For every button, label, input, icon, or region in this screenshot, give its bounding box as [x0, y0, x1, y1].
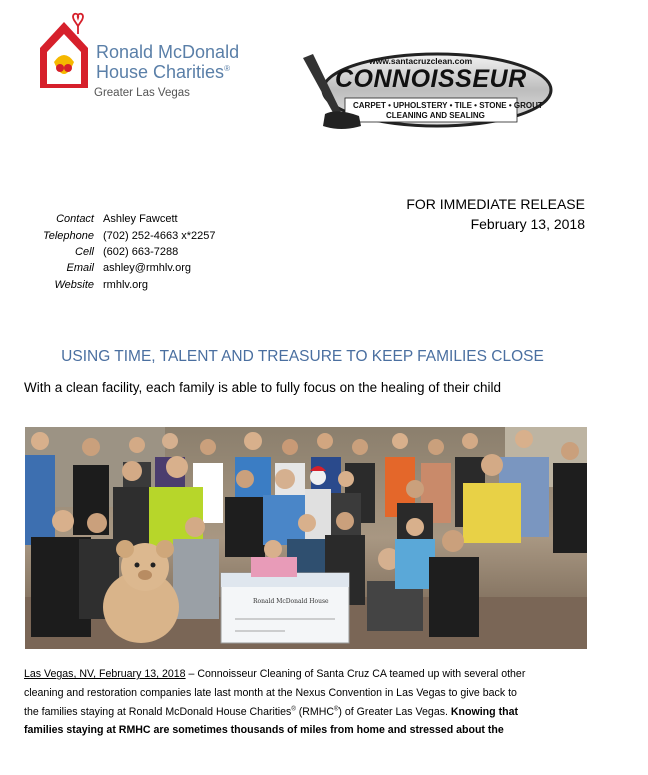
body-line-2: cleaning and restoration companies late last month at the Nexus Convention in Las Vegas to give back to	[24, 687, 517, 699]
body-line-1: Las Vegas, NV, February 13, 2018 – Connoisseur Cleaning of Santa Cruz CA teamed up with several other	[24, 668, 526, 680]
group-photo	[25, 427, 587, 649]
cell-label: Cell	[75, 246, 94, 258]
telephone-label: Telephone	[43, 230, 94, 242]
rmhc-name-line2: House Charities®	[96, 62, 230, 82]
website-label: Website	[54, 279, 94, 291]
website-value[interactable]: rmhlv.org	[103, 279, 149, 291]
donation-check	[221, 573, 349, 643]
subheadline: With a clean facility, each family is able to fully focus on the healing of their child	[24, 380, 501, 395]
connoisseur-services-2: CLEANING AND SEALING	[386, 111, 485, 120]
rmhc-house-icon	[34, 8, 94, 94]
body-line-4: families staying at RMHC are sometimes thousands of miles from home and stressed about the	[24, 724, 504, 736]
cell-value: (602) 663-7288	[103, 246, 179, 258]
telephone-value: (702) 252-4663 x*2257	[103, 230, 216, 242]
connoisseur-logo	[297, 50, 553, 134]
check-text: Ronald McDonald House	[253, 598, 329, 605]
headline: USING TIME, TALENT AND TREASURE TO KEEP FAMILIES CLOSE	[61, 348, 544, 365]
rmhc-logo	[34, 8, 264, 104]
rmhc-chapter: Greater Las Vegas	[94, 87, 190, 99]
rmhc-name-line1: Ronald McDonald	[96, 42, 240, 62]
dateline: Las Vegas, NV, February 13, 2018	[24, 668, 186, 680]
connoisseur-url: www.santacruzclean.com	[369, 56, 473, 66]
contact-name: Ashley Fawcett	[103, 213, 178, 225]
release-date: February 13, 2018	[470, 216, 585, 232]
body-line-3: the families staying at Ronald McDonald House Charities® (RMHC®) of Greater Las Vegas. Knowing that	[24, 706, 518, 718]
email-label: Email	[66, 262, 94, 274]
contact-label: Contact	[56, 213, 94, 225]
email-value[interactable]: ashley@rmhlv.org	[103, 262, 191, 274]
release-label: FOR IMMEDIATE RELEASE	[406, 196, 585, 212]
connoisseur-name: CONNOISSEUR	[335, 65, 527, 93]
connoisseur-services: CARPET • UPHOLSTERY • TILE • STONE • GROUT	[353, 101, 543, 110]
